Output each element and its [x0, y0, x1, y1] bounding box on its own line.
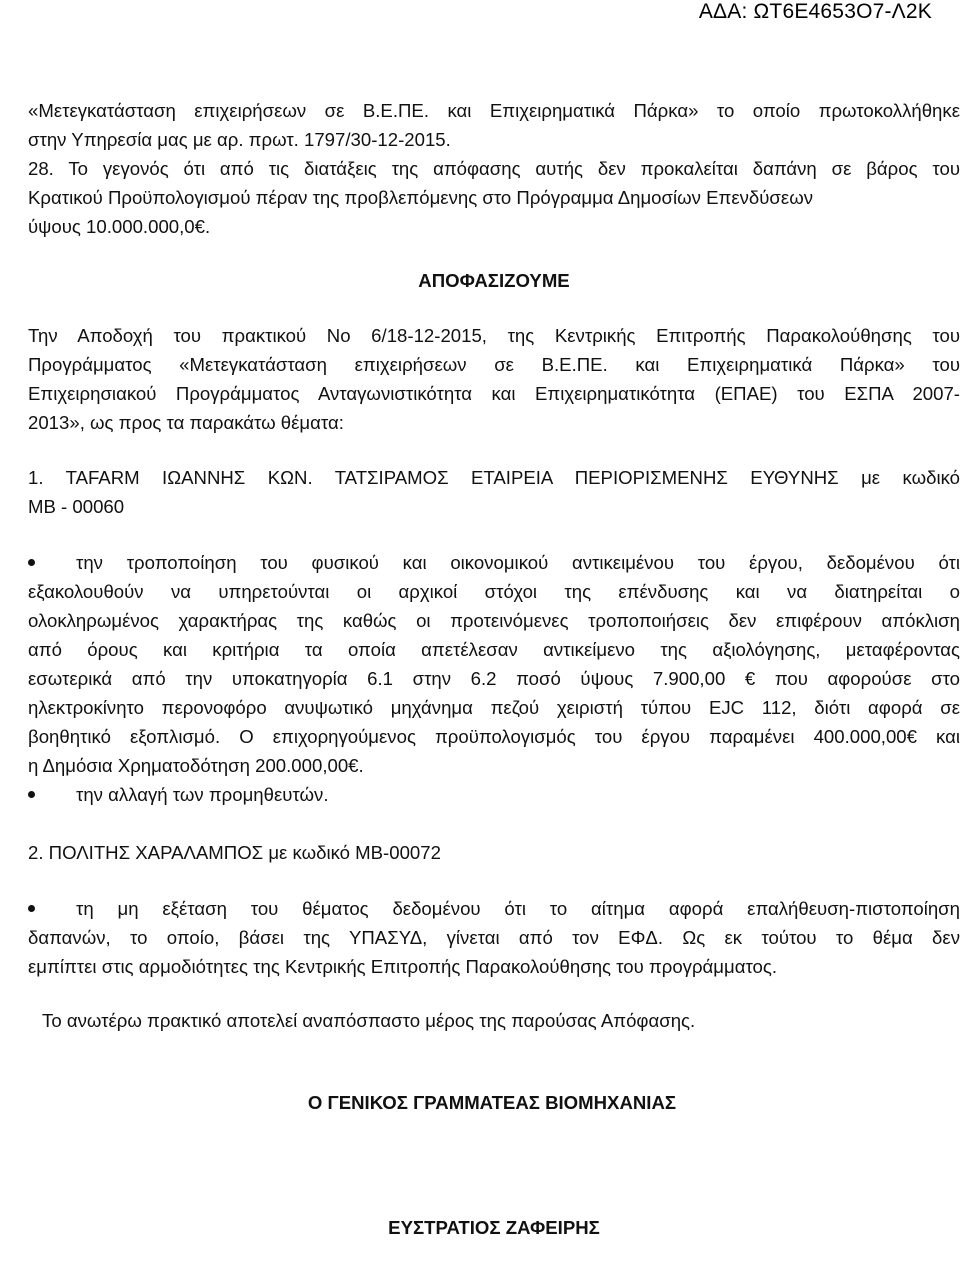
- signature-title: Ο ΓΕΝΙΚΟΣ ΓΡΑΜΜΑΤΕΑΣ ΒΙΟΜΗΧΑΝΙΑΣ: [307, 1092, 677, 1113]
- decision-text-line: Την Αποδοχή του πρακτικού Νο 6/18-12-2015, της Κεντρικής Επιτροπής Παρακολούθησης του: [28, 325, 960, 346]
- bullet-text-line: από όρους και κριτήρια τα οποία απετέλεσαν αντικείμενο της αξιολόγησης, μεταφέροντας: [28, 639, 960, 660]
- subject-1-code: ΜΒ - 00060: [28, 496, 125, 517]
- bullet-text-line: ηλεκτροκίνητο περονοφόρο ανυψωτικό μηχάνημα πεζού χειριστή τύπου EJC 112, διότι αφορά σε: [28, 697, 960, 718]
- bullet-text-line: η Δημόσια Χρηματοδότηση 200.000,00€.: [28, 755, 364, 776]
- intro-line: «Μετεγκατάσταση επιχειρήσεων σε Β.Ε.ΠΕ. και Επιχειρηματικά Πάρκα» το οποίο πρωτοκολλήθηκε: [28, 100, 960, 121]
- signature-name: ΕΥΣΤΡΑΤΙΟΣ ΖΑΦΕΙΡΗΣ: [388, 1217, 600, 1238]
- decision-text-line: 2013», ως προς τα παρακάτω θέματα:: [28, 412, 344, 433]
- intro-line: στην Υπηρεσία μας με αρ. πρωτ. 1797/30-12-2015.: [28, 129, 451, 150]
- ada-code: ΑΔΑ: ΩΤ6Ε4653Ο7-Λ2Κ: [698, 0, 932, 23]
- list-item: [28, 780, 960, 809]
- decision-text-line: Επιχειρησιακού Προγράμματος Ανταγωνιστικότητα και Επιχειρηματικότητα (ΕΠΑΕ) του ΕΣΠΑ 2007-: [28, 383, 960, 404]
- bullet-text-line: τη μη εξέταση του θέματος δεδομένου ότι το αίτημα αφορά επαλήθευση-πιστοποίηση: [76, 898, 960, 919]
- list-item: [28, 894, 960, 923]
- bullet-icon: [28, 559, 35, 566]
- bullet-text-line: δαπανών, το οποίο, βάσει της ΥΠΑΣΥΔ, γίνεται από τον ΕΦΔ. Ως εκ τούτου το θέμα δεν: [28, 927, 960, 948]
- bullet-text-line: βοηθητικό εξοπλισμό. Ο επιχορηγούμενος προϋπολογισμός του έργου παραμένει 400.000,00€ και: [28, 726, 960, 747]
- item-28-line: ύψους 10.000.000,0€.: [28, 216, 211, 237]
- bullet-text-line: την τροποποίηση του φυσικού και οικονομικού αντικειμένου του έργου, δεδομένου ότι: [76, 552, 960, 573]
- subject-2-title: 2. ΠΟΛΙΤΗΣ ΧΑΡΑΛΑΜΠΟΣ με κωδικό ΜΒ-00072: [28, 842, 441, 863]
- bullet-icon: [28, 791, 35, 798]
- item-28-line: 28. Το γεγονός ότι από τις διατάξεις της απόφασης αυτής δεν προκαλείται δαπάνη σε βάρος του: [28, 158, 960, 179]
- document-body: [28, 96, 960, 1242]
- bullet-text-line: εμπίπτει στις αρμοδιότητες της Κεντρικής Επιτροπής Παρακολούθησης του προγράμματος.: [28, 956, 778, 977]
- bullet-text-line: εσωτερικά από την υποκατηγορία 6.1 στην 6.2 ποσό ύψους 7.900,00 € που αφορούσε στο: [28, 668, 960, 689]
- bullet-text-line: την αλλαγή των προμηθευτών.: [76, 784, 329, 805]
- list-item: [28, 548, 960, 577]
- bullet-text-line: εξακολουθούν να υπηρετούνται οι αρχικοί στόχοι της επένδυσης και να διατηρείται ο: [28, 581, 960, 602]
- subject-1-title: 1. TAFARM ΙΩΑΝΝΗΣ ΚΩΝ. ΤΑΤΣΙΡΑΜΟΣ ΕΤΑΙΡΕΙΑ ΠΕΡΙΟΡΙΣΜΕΝΗΣ ΕΥΘΥΝΗΣ με κωδικό: [28, 467, 960, 488]
- item-28-line: Κρατικού Προϋπολογισμού πέραν της προβλεπόμενης στο Πρόγραμμα Δημοσίων Επενδύσεων: [28, 187, 814, 208]
- decision-heading: ΑΠΟΦΑΣΙΖΟΥΜΕ: [418, 270, 570, 291]
- decision-text-line: Προγράμματος «Μετεγκατάσταση επιχειρήσεων σε Β.Ε.ΠΕ. και Επιχειρηματικά Πάρκα» του: [28, 354, 960, 375]
- bullet-icon: [28, 905, 35, 912]
- closing-note: Το ανωτέρω πρακτικό αποτελεί αναπόσπαστο μέρος της παρούσας Απόφασης.: [42, 1010, 696, 1031]
- bullet-text-line: ολοκληρωμένος χαρακτήρας της καθώς οι προτεινόμενες τροποποιήσεις δεν επιφέρουν απόκλιση: [28, 610, 960, 631]
